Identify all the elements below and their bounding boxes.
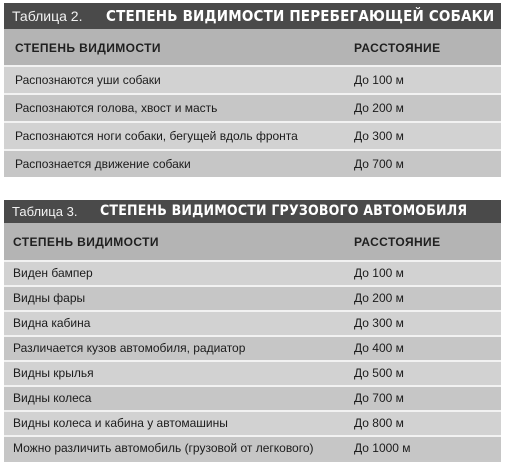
- table-title-bar: [4, 3, 501, 29]
- distance-cell: До 200 м: [354, 291, 404, 305]
- table-row: [4, 335, 501, 360]
- distance-cell: До 300 м: [354, 316, 404, 330]
- table-row: [4, 385, 501, 410]
- dog-visibility-table: [4, 3, 501, 173]
- visibility-cell: Распознаются ноги собаки, бегущей вдоль фронта: [15, 129, 298, 143]
- table-row: [4, 260, 501, 285]
- truck-visibility-table: [4, 200, 501, 462]
- table-label: Таблица 2.: [12, 8, 83, 24]
- visibility-cell: Видны колеса и кабина у автомашины: [13, 416, 228, 430]
- table-row: [4, 65, 501, 93]
- table-row: [4, 360, 501, 385]
- distance-cell: До 100 м: [354, 73, 404, 87]
- distance-cell: До 700 м: [354, 157, 404, 171]
- header-visibility: СТЕПЕНЬ ВИДИМОСТИ: [13, 235, 159, 249]
- table-label: Таблица 3.: [12, 204, 78, 219]
- table-row: [4, 310, 501, 335]
- visibility-cell: Видна кабина: [13, 316, 91, 330]
- visibility-cell: Распознаются уши собаки: [15, 73, 161, 87]
- distance-cell: До 700 м: [354, 391, 404, 405]
- distance-cell: До 1000 м: [354, 441, 411, 455]
- header-distance: РАССТОЯНИЕ: [354, 235, 441, 249]
- table-row: [4, 435, 501, 460]
- table-body: [4, 65, 501, 177]
- table-header: [4, 223, 501, 260]
- distance-cell: До 100 м: [354, 266, 404, 280]
- table-body: [4, 260, 501, 460]
- header-distance: РАССТОЯНИЕ: [354, 41, 441, 55]
- table-title-bar: [4, 200, 501, 223]
- visibility-cell: Видны фары: [13, 291, 86, 305]
- visibility-cell: Различается кузов автомобиля, радиатор: [13, 341, 246, 355]
- visibility-cell: Распознаются голова, хвост и масть: [15, 101, 218, 115]
- table-header: [4, 29, 501, 65]
- visibility-cell: Виден бампер: [13, 266, 93, 280]
- table-title: СТЕПЕНЬ ВИДИМОСТИ ПЕРЕБЕГАЮЩЕЙ СОБАКИ: [106, 7, 495, 25]
- visibility-cell: Можно различить автомобиль (грузовой от легкового): [13, 441, 314, 455]
- distance-cell: До 300 м: [354, 129, 404, 143]
- distance-cell: До 200 м: [354, 101, 404, 115]
- distance-cell: До 800 м: [354, 416, 404, 430]
- table-title: СТЕПЕНЬ ВИДИМОСТИ ГРУЗОВОГО АВТОМОБИЛЯ: [100, 203, 468, 219]
- visibility-cell: Распознается движение собаки: [15, 157, 191, 171]
- header-visibility: СТЕПЕНЬ ВИДИМОСТИ: [15, 41, 161, 55]
- table-row: [4, 93, 501, 121]
- visibility-cell: Видны колеса: [13, 391, 92, 405]
- visibility-cell: Видны крылья: [13, 366, 94, 380]
- table-row: [4, 121, 501, 149]
- distance-cell: До 500 м: [354, 366, 404, 380]
- table-row: [4, 285, 501, 310]
- distance-cell: До 400 м: [354, 341, 404, 355]
- table-row: [4, 149, 501, 177]
- table-row: [4, 410, 501, 435]
